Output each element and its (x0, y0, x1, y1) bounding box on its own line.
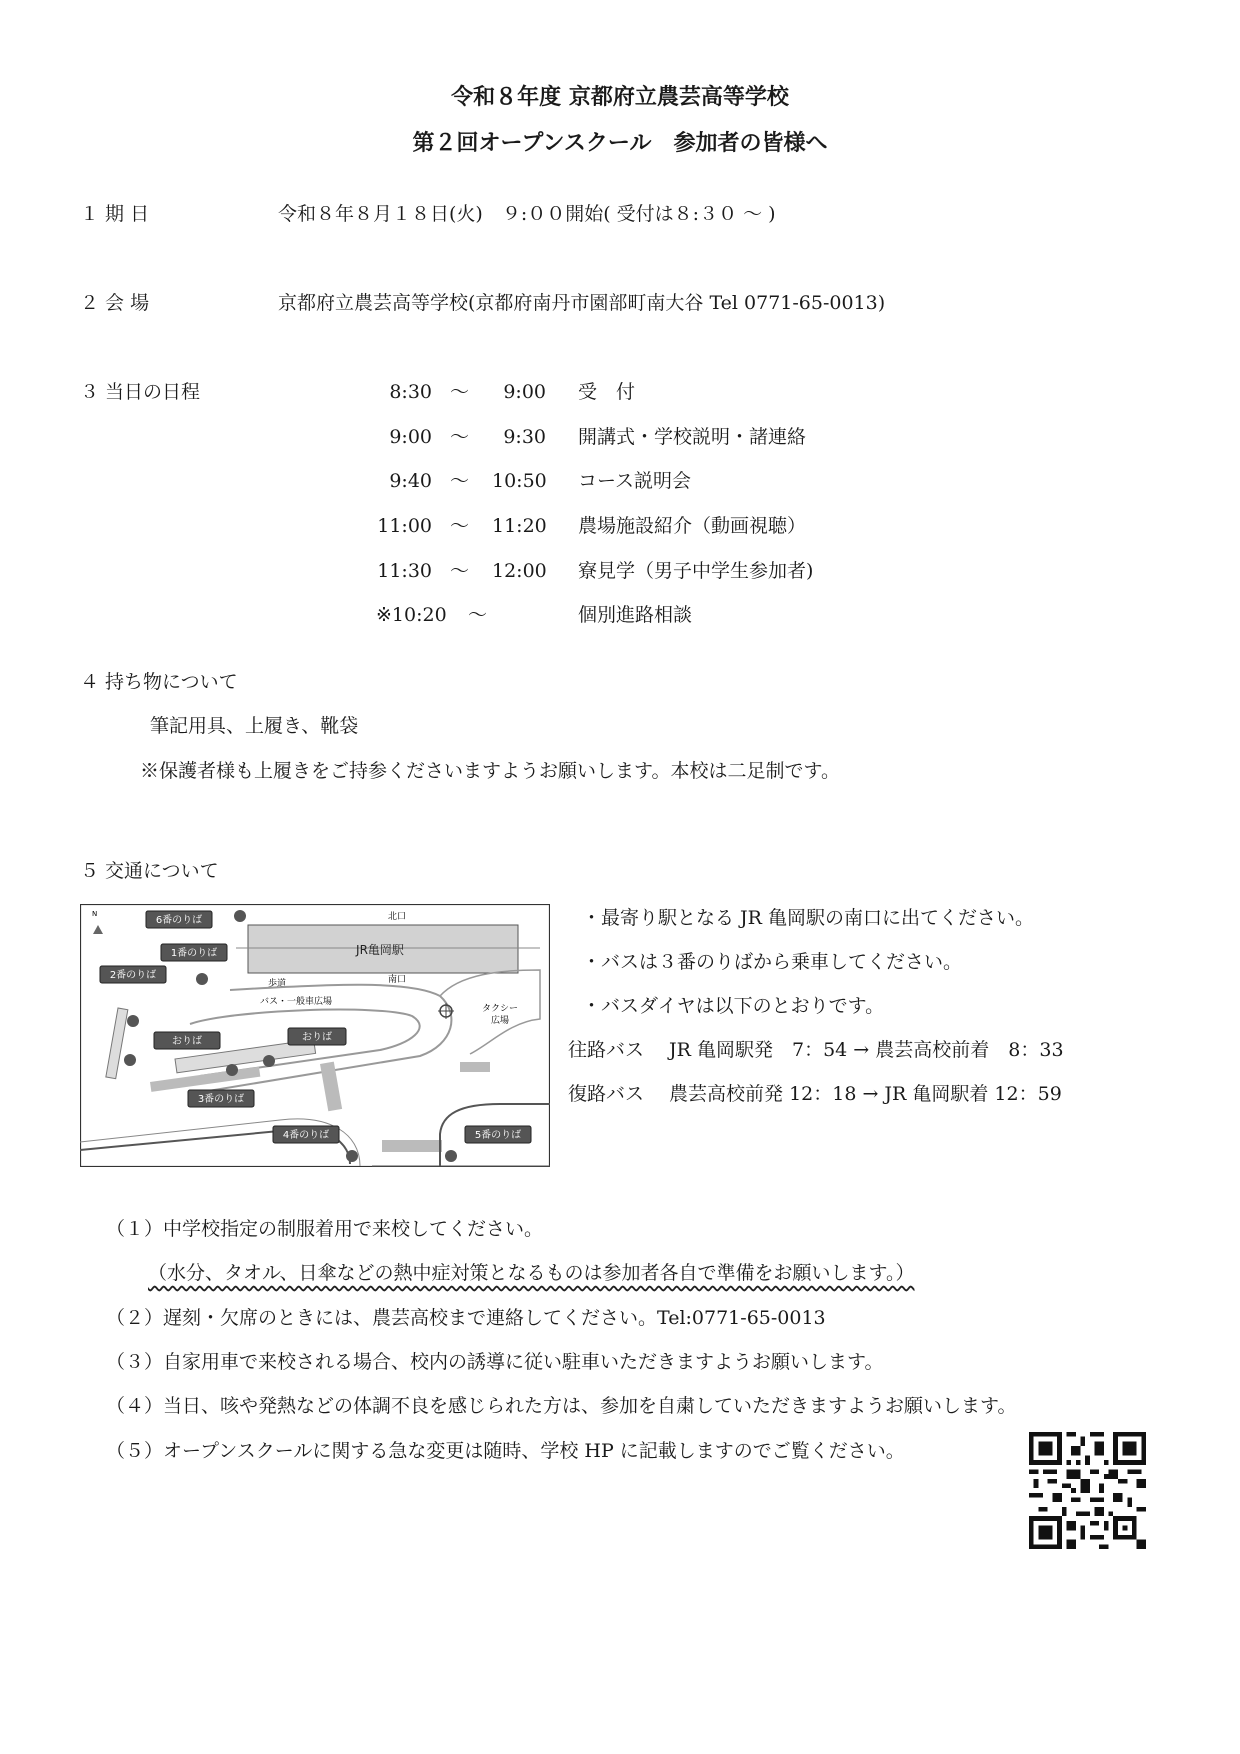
schedule-start: 11:30 (377, 560, 432, 582)
schedule-end: 9:30 (503, 426, 546, 448)
schedule-end: 11:20 (492, 515, 547, 537)
orib2-marker (263, 1055, 275, 1067)
note-5: （５）オープンスクールに関する急な変更は随時、学校 HP に記載しますのでご覧ください。 (106, 1440, 905, 1462)
schedule-event: 受 付 (578, 381, 636, 403)
section-venue-label: ２ 会 場 (80, 292, 150, 314)
station-map (80, 904, 550, 1167)
note-1-sub: （水分、タオル、日傘などの熱中症対策となるものは参加者各自で準備をお願いします。） (148, 1262, 915, 1284)
qr-code-icon[interactable] (1029, 1432, 1146, 1549)
stop1-marker (196, 973, 208, 985)
schedule-event: 個別進路相談 (578, 604, 693, 626)
map-station-name: JR亀岡駅 (356, 943, 404, 957)
map-stop2: 2番のりば (109, 970, 157, 981)
transport-info: ・最寄り駅となる JR 亀岡駅の南口に出てください。 (582, 907, 1035, 929)
section-date-label: １ 期 日 (80, 203, 150, 225)
section-date-value: 令和８年８月１８日(火) ９:００開始( 受付は８:３０ ～ ) (278, 203, 776, 225)
section-schedule-label: ３ 当日の日程 (80, 381, 201, 403)
note-1: （１）中学校指定の制服着用で来校してください。 (106, 1218, 544, 1240)
map-north-exit: 北口 (387, 912, 407, 922)
schedule-sep: ～ (450, 381, 470, 403)
map-south-exit: 南口 (387, 975, 407, 985)
schedule-end: 10:50 (492, 470, 547, 492)
schedule-start: 9:40 (389, 470, 432, 492)
map-taxi-line1: タクシー (481, 1004, 519, 1014)
map-stop4: 4番のりば (282, 1130, 330, 1141)
schedule-event: コース説明会 (578, 470, 692, 492)
map-orib1: おりば (172, 1036, 202, 1047)
schedule-start: 8:30 (389, 381, 432, 403)
belongings-note: ※保護者様も上履きをご持参くださいますようお願いします。本校は二足制です。 (140, 760, 840, 782)
map-north-letter: N (92, 910, 98, 918)
orib1-marker (124, 1054, 136, 1066)
section-venue-value: 京都府立農芸高等学校(京都府南丹市園部町南大谷 Tel 0771-65-0013) (278, 292, 886, 314)
transport-info: ・バスダイヤは以下のとおりです。 (582, 995, 885, 1017)
schedule-end: 12:00 (492, 560, 547, 582)
map-taxi-line2: 広場 (490, 1016, 510, 1026)
schedule-event: 開講式・学校説明・諸連絡 (578, 426, 807, 448)
stop6-marker (234, 910, 246, 922)
stop2-marker (127, 1015, 139, 1027)
schedule-event: 農場施設紹介（動画視聴） (578, 515, 807, 537)
note-2: （２）遅刻・欠席のときには、農芸高校まで連絡してください。Tel:0771-65-0013 (106, 1307, 826, 1329)
schedule-start: 9:00 (389, 426, 432, 448)
transport-info: ・バスは３番のりばから乗車してください。 (582, 951, 963, 973)
map-bus-plaza: バス・一般車広場 (260, 997, 333, 1007)
map-stop1: 1番のりば (170, 948, 218, 959)
map-stop6: 6番のりば (155, 915, 203, 926)
map-orib2: おりば (302, 1032, 332, 1043)
stop4-marker (346, 1150, 358, 1162)
page-subtitle: 第２回オープンスクール 参加者の皆様へ (412, 131, 828, 156)
schedule-sep: ～ (468, 604, 488, 626)
map-walkway: 歩道 (268, 979, 287, 989)
map-stop5: 5番のりば (474, 1130, 522, 1141)
note-3: （３）自家用車で来校される場合、校内の誘導に従い駐車いただきますようお願いします。 (106, 1351, 884, 1373)
schedule-sep: ～ (450, 560, 470, 582)
belongings-items: 筆記用具、上履き、靴袋 (150, 715, 359, 737)
note-4: （４）当日、咳や発熱などの体調不良を感じられた方は、参加を自粛していただきますようお願いします。 (106, 1395, 1017, 1417)
schedule-event: 寮見学（男子中学生参加者) (578, 560, 814, 582)
bus-return: 復路バス 農芸高校前発 12：18 → JR 亀岡駅着 12：59 (568, 1083, 1062, 1105)
stop5-marker (445, 1150, 457, 1162)
map-stop3: 3番のりば (197, 1094, 245, 1105)
page-title: 令和８年度 京都府立農芸高等学校 (451, 85, 789, 110)
schedule-sep: ～ (450, 515, 470, 537)
schedule-sep: ～ (450, 470, 470, 492)
stop3-marker (226, 1064, 238, 1076)
section-belongings-label: ４ 持ち物について (80, 671, 238, 693)
schedule-start: 11:00 (377, 515, 432, 537)
schedule-end: 9:00 (503, 381, 546, 403)
section-transport-label: ５ 交通について (80, 860, 219, 882)
schedule-sep: ～ (450, 426, 470, 448)
bus-outbound: 往路バス JR 亀岡駅発 7：54 → 農芸高校前着 8：33 (568, 1039, 1064, 1061)
schedule-start: ※10:20 (376, 604, 447, 626)
